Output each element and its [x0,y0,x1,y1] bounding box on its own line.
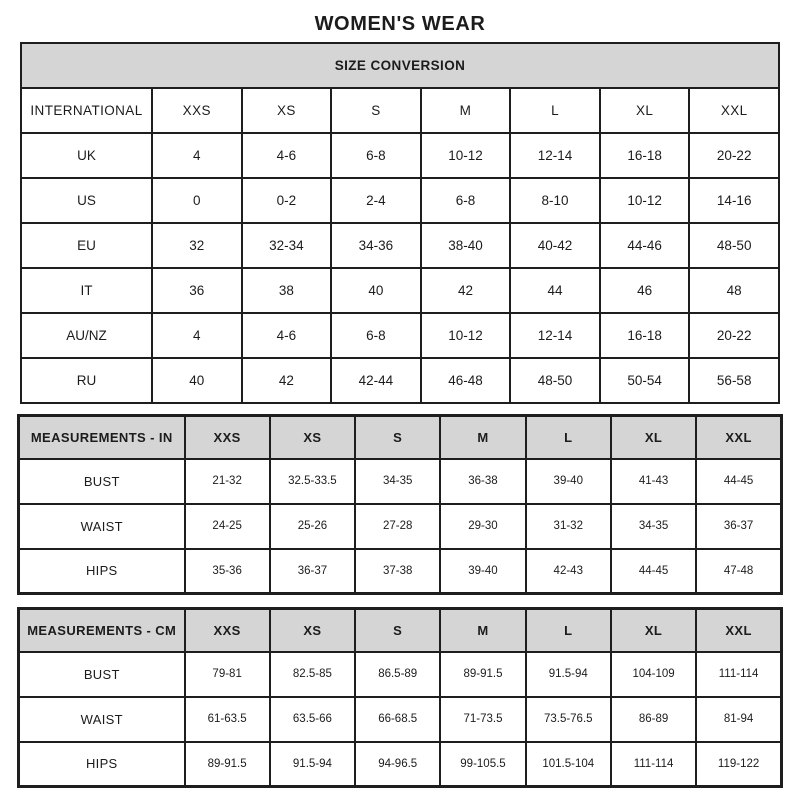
cell-value: 31-32 [526,504,611,549]
cell-value: 81-94 [696,697,781,742]
cell-value: 34-36 [331,223,421,268]
cell-value: 42 [242,358,332,403]
cell-value: 32-34 [242,223,332,268]
cell-value: 42-44 [331,358,421,403]
column-header: M [440,416,525,459]
table-row [21,358,779,403]
cell-value: 35-36 [185,549,270,594]
column-header: XL [611,416,696,459]
measurements-in-table [17,414,783,595]
table-row [19,697,782,742]
cell-value: 36-38 [440,459,525,504]
cell-value: 46 [600,268,690,313]
spacer [0,404,800,414]
cell-value: 101.5-104 [526,742,611,787]
page-title: WOMEN'S WEAR [314,13,486,35]
cell-value: 2-4 [331,178,421,223]
table-row [19,742,782,787]
cell-value: 44-46 [600,223,690,268]
row-label: UK [21,133,152,178]
cell-value: 6-8 [331,313,421,358]
column-header: XXL [696,609,781,652]
cell-value: 40 [331,268,421,313]
table-title: MEASUREMENTS - IN [19,416,185,459]
cell-value: 89-91.5 [440,652,525,697]
cell-value: 91.5-94 [270,742,355,787]
cell-value: 6-8 [421,178,511,223]
cell-value: 48-50 [510,358,600,403]
cell-value: 79-81 [185,652,270,697]
cell-value: 119-122 [696,742,781,787]
cell-value: 14-16 [689,178,779,223]
cell-value: 42 [421,268,511,313]
cell-value: 48-50 [689,223,779,268]
row-label: BUST [19,459,185,504]
cell-value: 36-37 [696,504,781,549]
cell-value: 47-48 [696,549,781,594]
table-title: SIZE CONVERSION [21,43,779,88]
column-header: L [510,88,600,133]
cell-value: 16-18 [600,133,690,178]
column-header: XS [270,609,355,652]
cell-value: 34-35 [611,504,696,549]
cell-value: 10-12 [421,133,511,178]
spacer [0,595,800,607]
column-header: XXS [185,416,270,459]
column-header-row [21,88,779,133]
cell-value: 39-40 [440,549,525,594]
column-header: S [331,88,421,133]
cell-value: 37-38 [355,549,440,594]
cell-value: 8-10 [510,178,600,223]
column-header: M [421,88,511,133]
column-header: S [355,416,440,459]
cell-value: 6-8 [331,133,421,178]
table-row [21,313,779,358]
column-header: XXS [185,609,270,652]
cell-value: 20-22 [689,313,779,358]
row-label: AU/NZ [21,313,152,358]
cell-value: 12-14 [510,313,600,358]
column-header: M [440,609,525,652]
cell-value: 29-30 [440,504,525,549]
table-row [19,459,782,504]
row-label: RU [21,358,152,403]
column-header: XS [270,416,355,459]
column-header: XS [242,88,332,133]
cell-value: 4 [152,313,242,358]
cell-value: 12-14 [510,133,600,178]
cell-value: 73.5-76.5 [526,697,611,742]
size-conversion-table [20,42,780,404]
cell-value: 0-2 [242,178,332,223]
row-label: HIPS [19,549,185,594]
cell-value: 104-109 [611,652,696,697]
cell-value: 42-43 [526,549,611,594]
cell-value: 94-96.5 [355,742,440,787]
column-header: S [355,609,440,652]
cell-value: 38-40 [421,223,511,268]
table-row [19,504,782,549]
cell-value: 20-22 [689,133,779,178]
cell-value: 44-45 [611,549,696,594]
cell-value: 4-6 [242,313,332,358]
cell-value: 32 [152,223,242,268]
column-header: XL [600,88,690,133]
cell-value: 40-42 [510,223,600,268]
table-row [21,268,779,313]
column-header-row [19,416,782,459]
cell-value: 25-26 [270,504,355,549]
column-header: XXL [689,88,779,133]
row-label: IT [21,268,152,313]
cell-value: 61-63.5 [185,697,270,742]
cell-value: 4-6 [242,133,332,178]
cell-value: 56-58 [689,358,779,403]
column-header: L [526,609,611,652]
cell-value: 40 [152,358,242,403]
cell-value: 34-35 [355,459,440,504]
cell-value: 24-25 [185,504,270,549]
column-header: XXL [696,416,781,459]
cell-value: 63.5-66 [270,697,355,742]
cell-value: 50-54 [600,358,690,403]
cell-value: 27-28 [355,504,440,549]
cell-value: 32.5-33.5 [270,459,355,504]
cell-value: 41-43 [611,459,696,504]
table-caption-row [21,43,779,88]
column-header-row [19,609,782,652]
cell-value: 48 [689,268,779,313]
table-row [21,133,779,178]
table-row [19,549,782,594]
cell-value: 82.5-85 [270,652,355,697]
column-header: XL [611,609,696,652]
cell-value: 0 [152,178,242,223]
column-header: INTERNATIONAL [21,88,152,133]
row-label: WAIST [19,697,185,742]
cell-value: 36 [152,268,242,313]
row-label: US [21,178,152,223]
row-label: HIPS [19,742,185,787]
row-label: BUST [19,652,185,697]
measurements-cm-table [17,607,783,788]
column-header: XXS [152,88,242,133]
row-label: WAIST [19,504,185,549]
column-header: L [526,416,611,459]
cell-value: 66-68.5 [355,697,440,742]
cell-value: 91.5-94 [526,652,611,697]
table-row [21,178,779,223]
cell-value: 10-12 [600,178,690,223]
cell-value: 21-32 [185,459,270,504]
cell-value: 44-45 [696,459,781,504]
cell-value: 46-48 [421,358,511,403]
cell-value: 99-105.5 [440,742,525,787]
cell-value: 111-114 [696,652,781,697]
table-title: MEASUREMENTS - CM [19,609,185,652]
cell-value: 16-18 [600,313,690,358]
cell-value: 111-114 [611,742,696,787]
cell-value: 10-12 [421,313,511,358]
cell-value: 38 [242,268,332,313]
cell-value: 4 [152,133,242,178]
table-row [21,223,779,268]
row-label: EU [21,223,152,268]
cell-value: 39-40 [526,459,611,504]
cell-value: 36-37 [270,549,355,594]
cell-value: 44 [510,268,600,313]
table-row [19,652,782,697]
cell-value: 86-89 [611,697,696,742]
cell-value: 89-91.5 [185,742,270,787]
cell-value: 71-73.5 [440,697,525,742]
cell-value: 86.5-89 [355,652,440,697]
